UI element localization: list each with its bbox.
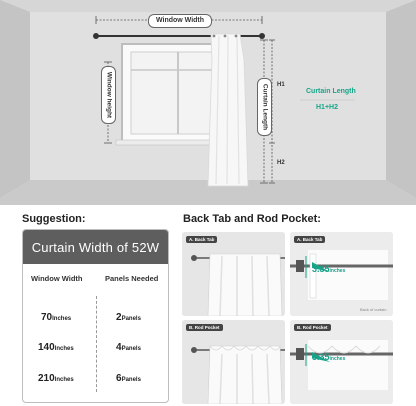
col-window-width: Window Width	[31, 274, 83, 283]
back-tab-detail-illustration	[290, 232, 393, 316]
h2-label: H2	[277, 160, 285, 166]
card-title: Curtain Width of 52W	[23, 230, 168, 264]
column-divider	[96, 296, 97, 392]
panel-label: A. Back Tab	[186, 236, 217, 243]
window-width-label: Window Width	[148, 14, 212, 28]
panel-label: B. Rod Pocket	[186, 324, 223, 331]
curtain-formula: H1+H2	[316, 104, 338, 111]
suggestion-card	[22, 229, 169, 403]
panel-label: B. Rod Pocket	[294, 324, 331, 331]
panel-label: A. Back Tab	[294, 236, 325, 243]
curtain-panel	[208, 34, 248, 186]
curtain-length-vertical-label: Curtain Length	[257, 78, 272, 136]
col-panels-needed: Panels Needed	[105, 274, 159, 283]
rod-pocket-detail-illustration	[290, 320, 393, 404]
curtain-length-label: Curtain Length	[306, 88, 356, 95]
panel-back-tab-detail	[290, 232, 393, 316]
panel-back-tab-front	[182, 232, 285, 316]
window-height-label: Window height	[101, 66, 116, 124]
h1-label: H1	[277, 82, 285, 88]
measurement: 3.35inches	[312, 352, 346, 362]
back-tab-front-illustration	[182, 232, 285, 316]
table-row: 6Panels	[116, 373, 141, 384]
panel-rod-pocket-front	[182, 320, 285, 404]
rod-pocket-front-illustration	[182, 320, 285, 404]
table-row: 4Panels	[116, 342, 141, 353]
back-tab-title: Back Tab and Rod Pocket:	[183, 213, 321, 225]
suggestion-title: Suggestion:	[22, 213, 86, 225]
panel-rod-pocket-detail	[290, 320, 393, 404]
table-row: 2Panels	[116, 312, 141, 323]
table-row: 210Inches	[38, 373, 74, 384]
measurement: 3.35inches	[312, 264, 346, 274]
table-row: 70Inches	[41, 312, 72, 323]
table-row: 140Inches	[38, 342, 74, 353]
back-of-curtain-note: Back of curtain	[360, 307, 387, 312]
